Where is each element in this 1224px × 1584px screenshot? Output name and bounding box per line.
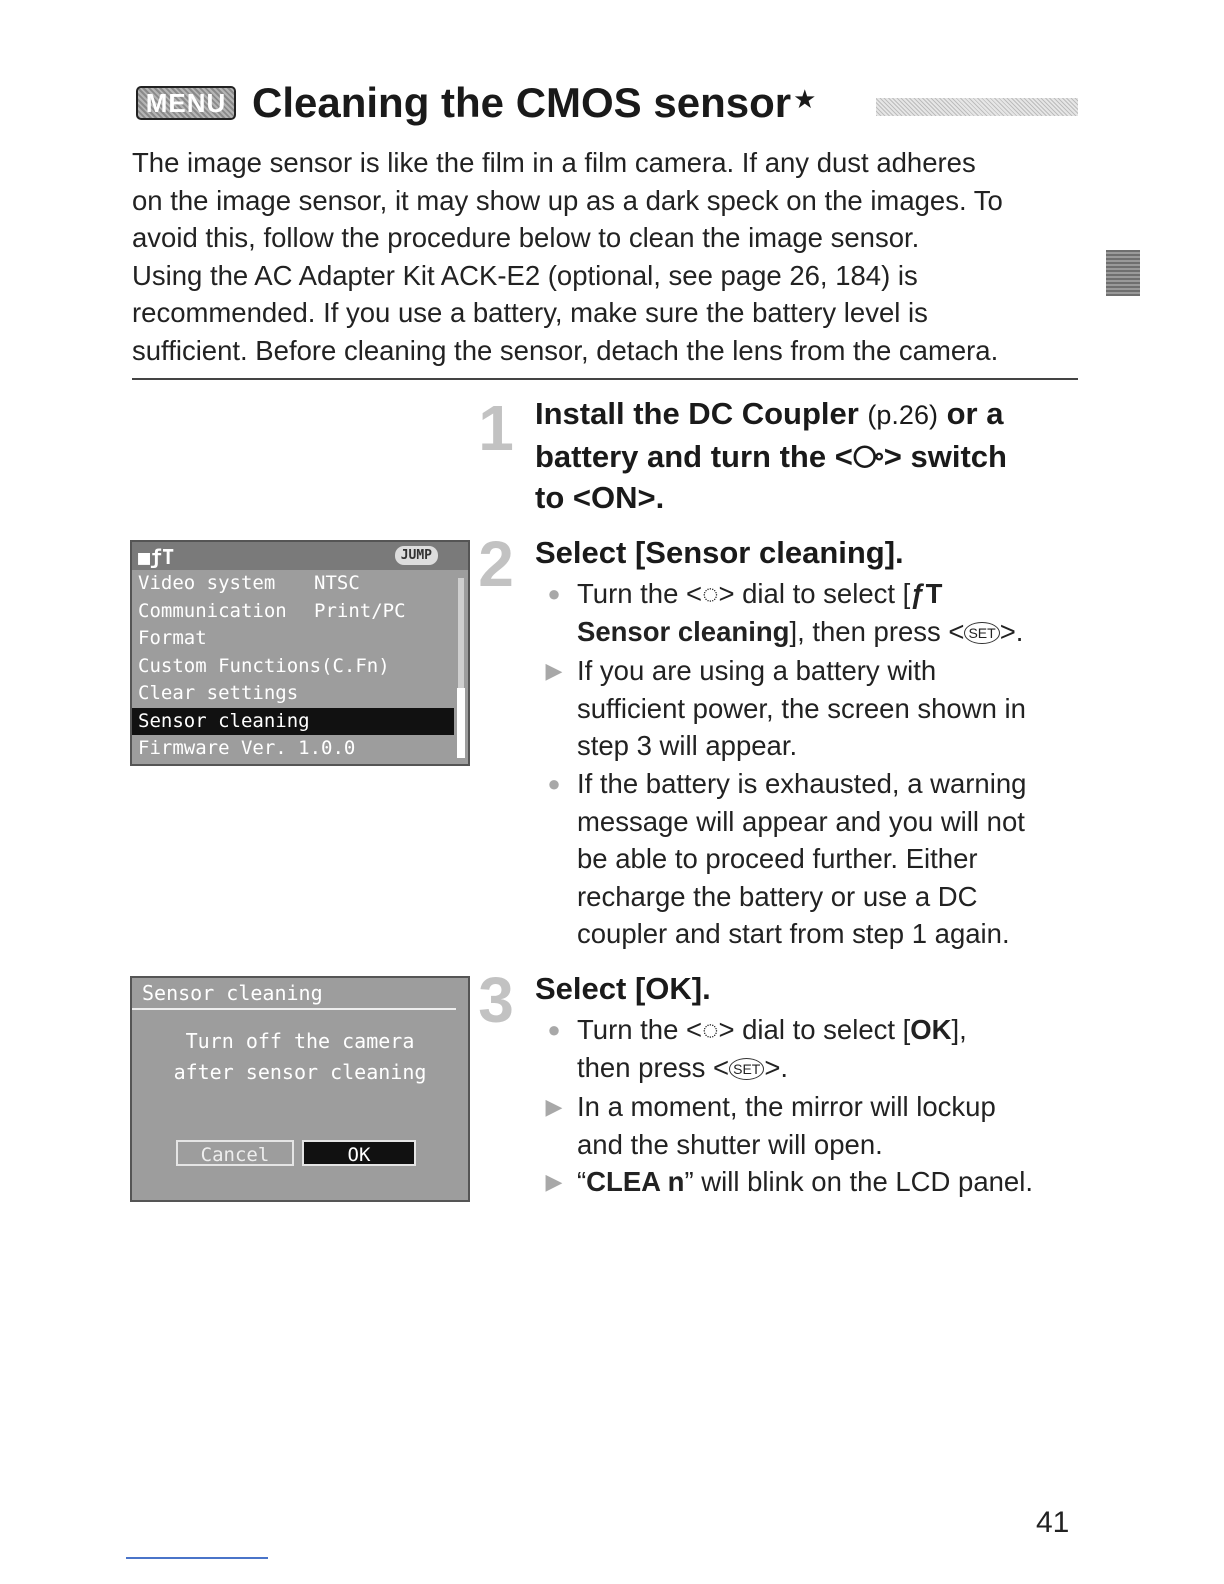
list-item: ▶ If you are using a battery with sufficient power, the screen shown in step 3 will appear.: [535, 652, 1026, 765]
lcd-scrollbar: [458, 578, 464, 758]
menu-row-sensor-cleaning: Sensor cleaning: [132, 708, 454, 736]
bullet-icon: ●: [547, 581, 561, 606]
dialog-title: Sensor cleaning: [132, 978, 456, 1010]
set-button-icon: SET: [729, 1058, 764, 1080]
main-dial-icon: ◌: [702, 1014, 719, 1045]
bullet-icon: ●: [547, 1017, 561, 1042]
step-number-3: 3: [478, 964, 514, 1036]
footer-line: [126, 1557, 268, 1559]
list-item: ▶ In a moment, the mirror will lockup and the shutter will open.: [535, 1088, 1033, 1163]
list-item: ● Turn the <◌> dial to select [OK], then press < SET >.: [535, 1011, 1033, 1088]
step-3-text: Select [OK]. ● Turn the <◌> dial to select [OK], then press < SET >. ▶ In a moment, the mirror will lockup and the shutter will open. ▶ “CLEA n” will blink on the LCD panel.: [535, 968, 1033, 1201]
result-arrow-icon: ▶: [545, 1094, 563, 1120]
step-1-text: Install the DC Coupler (p.26) or a battery and turn the <⧂> switch to <ON>.: [535, 396, 1007, 515]
menu-row-clear-settings: Clear settings: [138, 682, 299, 704]
setup-tab-icon: ƒT: [910, 578, 943, 609]
page-title: Cleaning the CMOS sensor★: [252, 79, 817, 126]
list-item: ● If the battery is exhausted, a warning message will appear and you will not be able to proceed further. Either recharge the battery or use a DC coupler and start from step 1 again.: [535, 765, 1026, 953]
result-arrow-icon: ▶: [545, 658, 563, 684]
star-icon: ★: [793, 84, 817, 114]
title-decor-bar: [876, 98, 1078, 116]
list-item: ▶ “CLEA n” will blink on the LCD panel.: [535, 1163, 1033, 1201]
set-button-icon: SET: [964, 622, 999, 644]
intro-paragraph: The image sensor is like the film in a film camera. If any dust adheres on the image sensor, it may show up as a dark speck on the images. To avoid this, follow the procedure below to clean the image sensor. Using the AC Adapter Kit ACK-E2 (optional, see page 26, 184) is recommended. If you use a battery, make sure the battery level is sufficient. Before cleaning the sensor, detach the lens from the camera.: [132, 147, 1003, 366]
page-number: 41: [1036, 1506, 1070, 1539]
menu-row-communication: Communication Print/PC: [138, 599, 406, 622]
menu-row-firmware: Firmware Ver. 1.0.0: [138, 737, 356, 759]
jump-button-icon: JUMP: [395, 546, 438, 565]
lcd-sensor-cleaning-dialog: [130, 976, 470, 1202]
menu-badge: MENU: [136, 86, 236, 120]
lcd-setup-menu-screen: [130, 540, 470, 766]
cancel-button: Cancel: [176, 1140, 294, 1166]
power-switch-icon: ⧂: [852, 439, 884, 474]
list-item: ● Turn the <◌> dial to select [ƒT Sensor cleaning], then press < SET >.: [535, 575, 1026, 652]
menu-row-custom-functions: Custom Functions(C.Fn): [138, 654, 390, 677]
lcd-menu-header: [132, 542, 468, 570]
menu-row-video-system: Video system NTSC: [138, 572, 360, 594]
dialog-message: Turn off the camera after sensor cleaning: [173, 1029, 427, 1084]
setup-tab-icon: ■ƒT: [138, 545, 175, 569]
bullet-icon: ●: [547, 770, 561, 796]
step-number-1: 1: [478, 392, 514, 464]
step-number-2: 2: [478, 528, 514, 600]
step-2-text: Select [Sensor cleaning]. ● Turn the <◌> dial to select [ƒT Sensor cleaning], then press < SET >. ▶ If you are using a battery with sufficient power, the screen shown in step 3 will appear. ● If the battery is exhausted, a warning message will appear and you will not be able to proceed further. Either recharge the battery or use a DC coupler and start from step 1 again.: [535, 532, 1026, 953]
section-divider: [132, 378, 1078, 380]
main-dial-icon: ◌: [702, 578, 719, 609]
chapter-tab-marker: [1106, 250, 1140, 296]
result-arrow-icon: ▶: [545, 1169, 563, 1195]
ok-button: OK: [302, 1140, 416, 1166]
menu-row-format: Format: [138, 627, 207, 649]
